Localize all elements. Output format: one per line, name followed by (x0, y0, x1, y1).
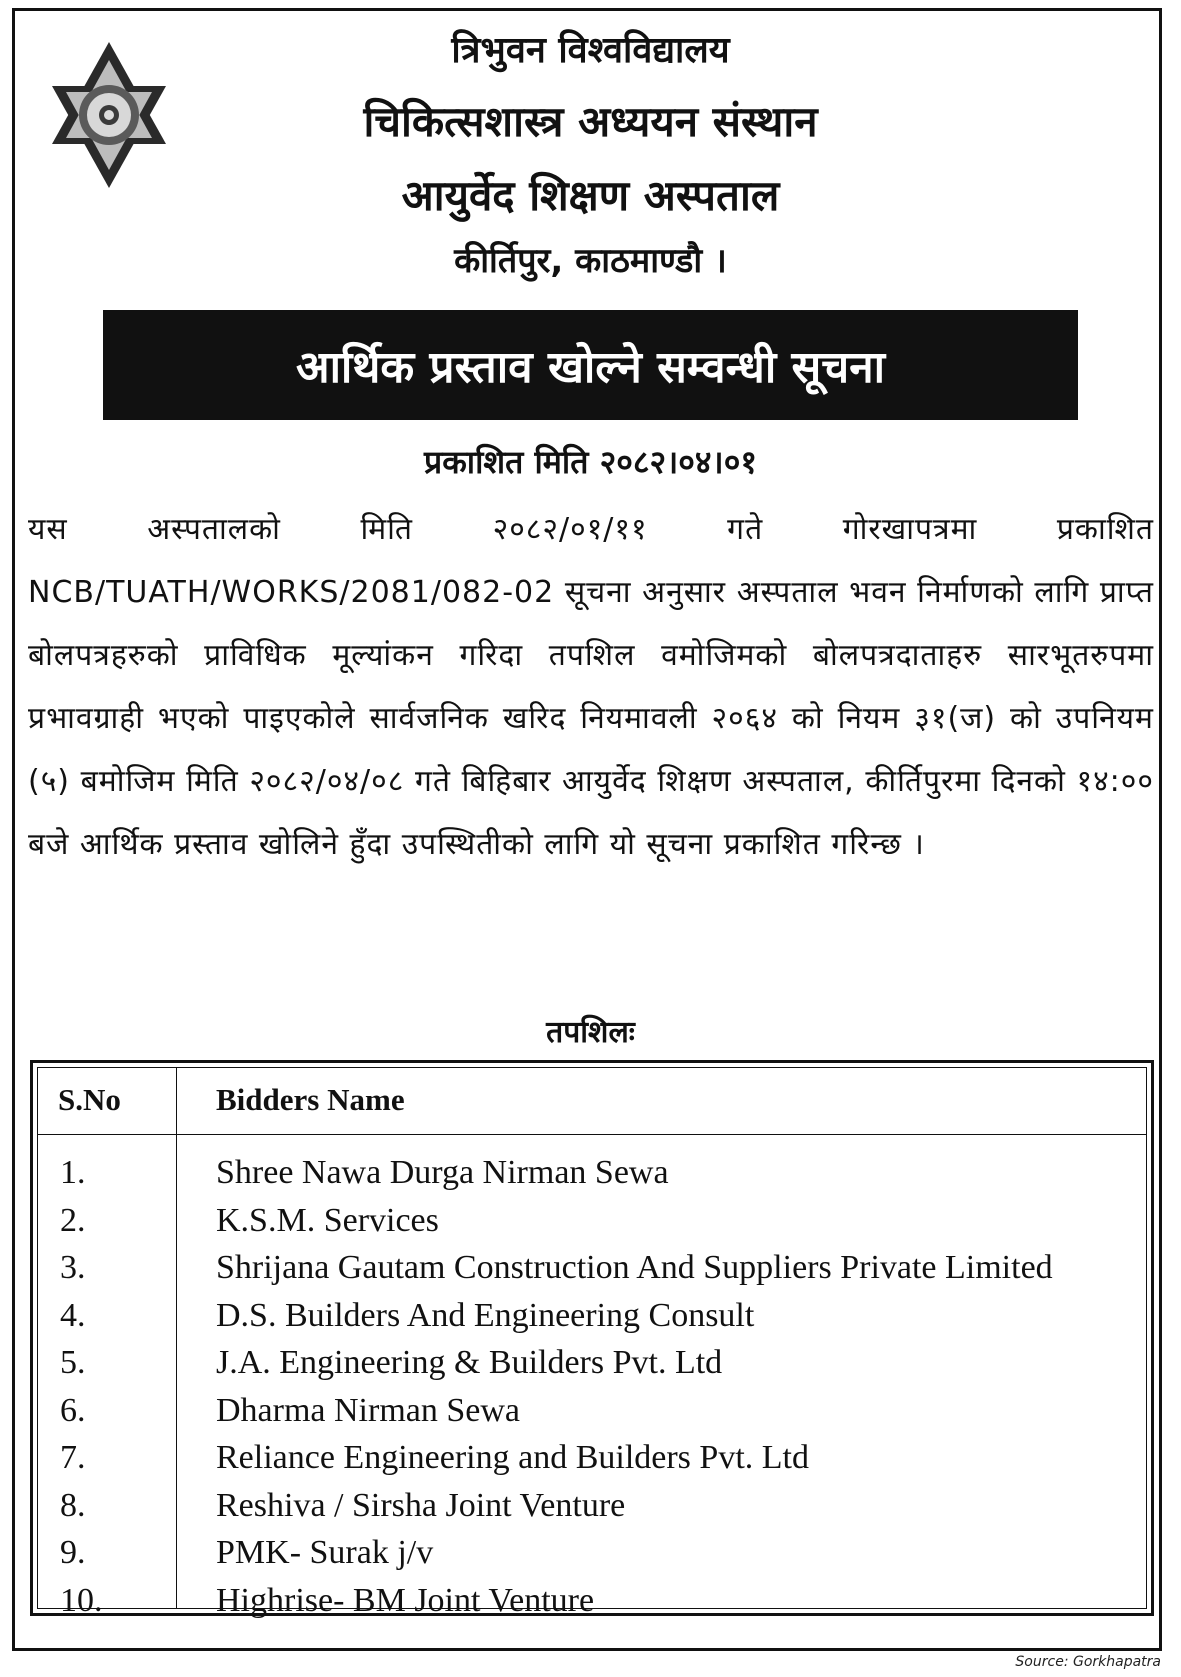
row-bidder-name: J.A. Engineering & Builders Pvt. Ltd (216, 1344, 723, 1381)
row-bidder-name: Shrijana Gautam Construction And Suppliers Private Limited (216, 1249, 1053, 1286)
row-bidder-name: Reliance Engineering and Builders Pvt. Ltd (216, 1439, 809, 1476)
hospital-name: आयुर्वेद शिक्षण अस्पताल (401, 171, 780, 220)
row-sno: 7. (60, 1439, 86, 1476)
bidders-rows (38, 1154, 1146, 1629)
row-bidder-name: D.S. Builders And Engineering Consult (216, 1296, 755, 1334)
table-row (38, 1249, 1146, 1297)
table-row (38, 1392, 1146, 1440)
row-bidder-name: Shree Nawa Durga Nirman Sewa (216, 1154, 669, 1191)
row-bidder-name: K.S.M. Services (216, 1201, 439, 1239)
header-bidders-name: Bidders Name (216, 1082, 405, 1117)
university-name: त्रिभुवन विश्वविद्यालय (451, 30, 730, 71)
row-bidder-name: PMK- Surak j/v (216, 1534, 434, 1571)
annex-label: तपशिलः (546, 1015, 635, 1050)
row-bidder-name: Dharma Nirman Sewa (216, 1391, 521, 1429)
notice-title: आर्थिक प्रस्ताव खोल्ने सम्वन्धी सूचना (295, 342, 886, 393)
table-row (38, 1582, 1146, 1630)
table-row (38, 1202, 1146, 1250)
row-sno: 4. (60, 1296, 86, 1334)
row-sno: 9. (60, 1534, 86, 1571)
bidders-table-inner (37, 1067, 1147, 1619)
table-row (38, 1534, 1146, 1582)
table-row (38, 1439, 1146, 1487)
row-sno: 2. (60, 1201, 86, 1239)
row-bidder-name: Highrise- BM Joint Venture (216, 1581, 595, 1619)
table-row (38, 1297, 1146, 1345)
notice-title-banner (103, 310, 1078, 420)
row-sno: 5. (60, 1344, 86, 1381)
hospital-location: कीर्तिपुर, काठमाण्डौ । (454, 241, 727, 281)
table-row (38, 1154, 1146, 1202)
row-sno: 1. (60, 1154, 86, 1191)
row-sno: 8. (60, 1486, 86, 1524)
source-credit: Source: Gorkhapatra (1015, 1654, 1161, 1670)
row-bidder-name: Reshiva / Sirsha Joint Venture (216, 1486, 626, 1524)
table-row (38, 1344, 1146, 1392)
table-row (38, 1487, 1146, 1535)
row-sno: 6. (60, 1391, 86, 1429)
notice-body: यस अस्पतालको मिति २०८२/०१/११ गते गोरखापत्रमा प्रकाशित NCB/TUATH/WORKS/2081/082-02 सूचना अनुसार अस्पताल भवन निर्माणको लागि प्राप्त बोलपत्रहरुको प्राविधिक मूल्यांकन गरिदा तपशिल वमोजिमको बोलपत्रदाताहरु सारभूतरुपमा प्रभावग्राही भएको पाइएकोले सार्वजनिक खरिद नियमावली २०६४ को नियम ३१(ज) को उपनियम (५) बमोजिम मिति २०८२/०४/०८ गते बिहिबार आयुर्वेद शिक्षण अस्पताल, कीर्तिपुरमा दिनको १४:०० बजे आर्थिक प्रस्ताव खोलिने हुँदा उपस्थितीको लागि यो सूचना प्रकाशित गरिन्छ । (28, 512, 1154, 862)
published-date: प्रकाशित मिति २०८२।०४।०१ (424, 443, 757, 481)
header-divider (38, 1134, 1146, 1135)
header-sno: S.No (58, 1082, 121, 1117)
bidders-table (30, 1060, 1154, 1619)
row-sno: 3. (60, 1249, 86, 1286)
row-sno: 10. (60, 1581, 103, 1619)
institute-name: चिकित्सशास्त्र अध्ययन संस्थान (363, 97, 818, 146)
